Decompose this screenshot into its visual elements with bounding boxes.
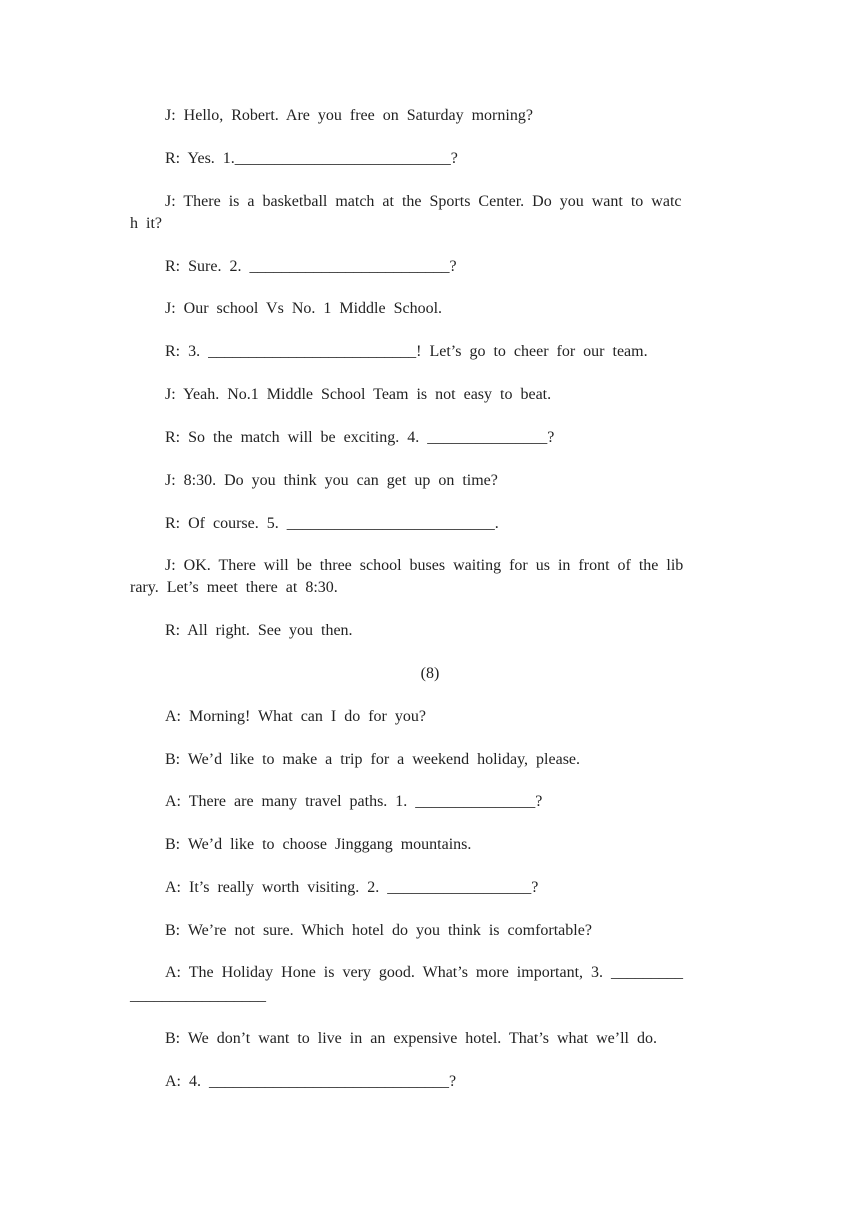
dialogue-line-continuation: _________________ xyxy=(130,987,266,1004)
dialogue-line-continuation: rary. Let’s meet there at 8:30. xyxy=(130,579,338,596)
dialogue-line: A: There are many travel paths. 1. _______________? xyxy=(165,793,543,810)
dialogue-line: A: 4. ______________________________? xyxy=(165,1073,457,1090)
dialogue-line: R: 3. __________________________! Let’s go to cheer for our team. xyxy=(165,343,648,360)
dialogue-line: B: We’d like to make a trip for a weekend holiday, please. xyxy=(165,751,581,768)
dialogue-line: A: The Holiday Hone is very good. What’s more important, 3. _________ xyxy=(165,964,684,981)
dialogue-line: J: There is a basketball match at the Sports Center. Do you want to watc xyxy=(165,193,682,210)
dialogue-line: J: 8:30. Do you think you can get up on time? xyxy=(165,472,498,489)
dialogue-line: R: So the match will be exciting. 4. _______________? xyxy=(165,429,555,446)
dialogue-line: J: Our school Vs No. 1 Middle School. xyxy=(165,300,443,317)
dialogue-line: B: We don’t want to live in an expensive hotel. That’s what we’ll do. xyxy=(165,1030,657,1047)
dialogue-line: J: Hello, Robert. Are you free on Saturday morning? xyxy=(165,107,533,124)
dialogue-line-continuation: h it? xyxy=(130,215,162,232)
dialogue-line: R: Yes. 1.___________________________? xyxy=(165,150,458,167)
dialogue-line: R: All right. See you then. xyxy=(165,622,353,639)
dialogue-line: R: Sure. 2. _________________________? xyxy=(165,258,457,275)
dialogue-line: R: Of course. 5. __________________________. xyxy=(165,515,499,532)
dialogue-line: B: We’re not sure. Which hotel do you think is comfortable? xyxy=(165,922,592,939)
dialogue-line: A: Morning! What can I do for you? xyxy=(165,708,426,725)
section-label: (8) xyxy=(420,665,440,682)
dialogue-line: A: It’s really worth visiting. 2. __________________? xyxy=(165,879,539,896)
dialogue-line: J: OK. There will be three school buses waiting for us in front of the lib xyxy=(165,557,684,574)
dialogue-line: B: We’d like to choose Jinggang mountains. xyxy=(165,836,472,853)
dialogue-line: J: Yeah. No.1 Middle School Team is not easy to beat. xyxy=(165,386,552,403)
